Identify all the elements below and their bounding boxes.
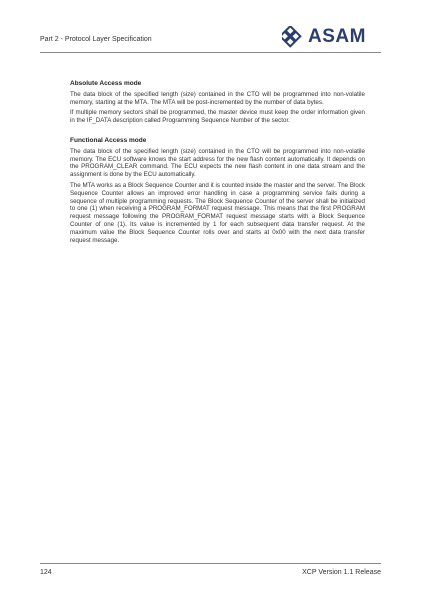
asam-logo-text: ASAM bbox=[308, 26, 366, 47]
paragraph: The data block of the specified length (size) contained in the CTO will be programmed into non-volatile memory. The ECU software knows the start address for the new flash content automatically. It depends on the PROGRAM_CLEAR command. The ECU expects the new flash content in one data stream and the assignment is done by the ECU automatically. bbox=[70, 147, 365, 179]
header-divider bbox=[40, 52, 381, 53]
paragraph: If multiple memory sectors shall be programmed, the master device must keep the order information given in the IF_DATA description called Programming Sequence Number of the sector. bbox=[70, 109, 365, 125]
asam-logo bbox=[282, 24, 366, 50]
footer-divider bbox=[40, 563, 381, 564]
page-number: 124 bbox=[40, 569, 52, 576]
section-heading: Functional Access mode bbox=[70, 136, 147, 144]
paragraph: The MTA works as a Block Sequence Counter and it is counted inside the master and the server. The Block Sequence Counter allows an improved error handling in case a programming service fails during a sequence of multiple programming requests. The Block Sequence Counter of the server shall be initialized to one (1) when receiving a PROGRAM_FORMAT request message. This means that the first PROGRAM request message following the PROGRAM_FORMAT request message starts with a Block Sequence Counter of one (1). Its value is incremented by 1 for each subsequent data transfer request. At the maximum value the Block Sequence Counter rolls over and starts at 0x00 with the next data transfer request message. bbox=[70, 181, 365, 244]
section-spacer bbox=[70, 128, 365, 137]
document-version: XCP Version 1.1 Release bbox=[302, 569, 381, 576]
section-absolute-access bbox=[70, 80, 365, 125]
asam-logo-mark-icon bbox=[282, 26, 304, 48]
section-heading: Absolute Access mode bbox=[70, 80, 142, 87]
paragraph: The data block of the specified length (size) contained in the CTO will be programmed into non-volatile memory, starting at the MTA. The MTA will be post-incremented by the number of data bytes. bbox=[70, 90, 365, 106]
page-body bbox=[70, 80, 365, 247]
header-title: Part 2 - Protocol Layer Specification bbox=[40, 36, 152, 43]
section-functional-access bbox=[70, 137, 365, 244]
